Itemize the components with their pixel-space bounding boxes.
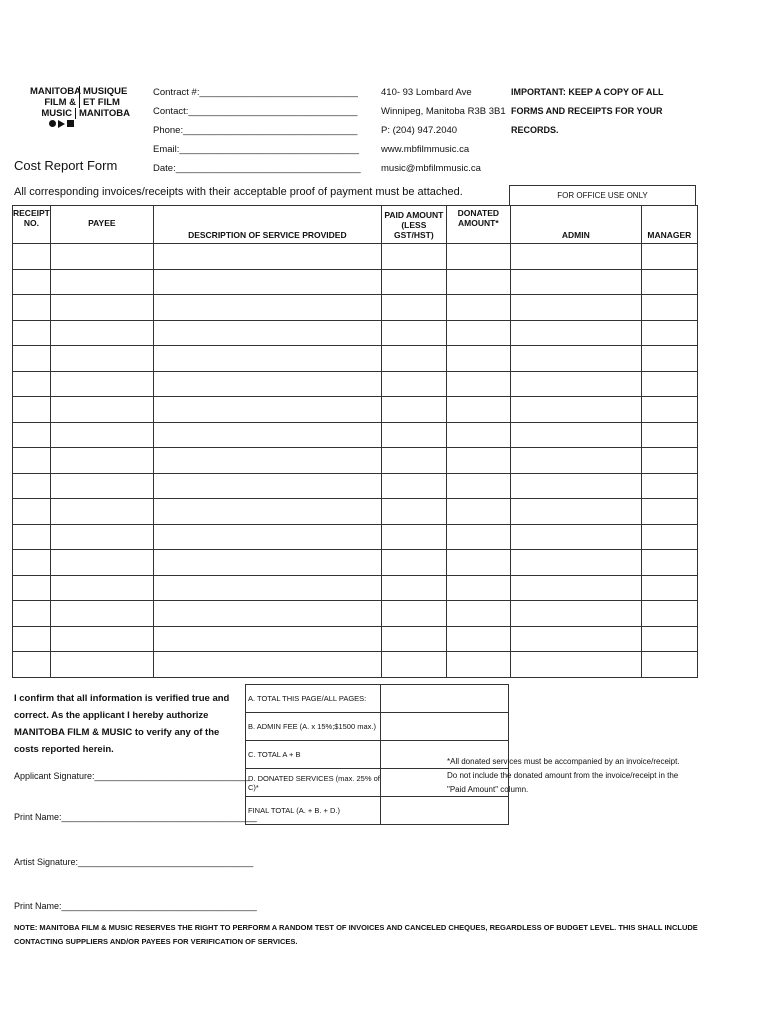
entry-cell[interactable] [641,269,697,295]
entry-cell[interactable] [13,422,51,448]
entry-cell[interactable] [381,626,446,652]
address-line: 410- 93 Lombard Ave [381,87,472,98]
payee-header: PAYEE [50,206,153,244]
entry-cell[interactable] [641,473,697,499]
entry-cell[interactable] [381,448,446,474]
logo-row [30,86,130,97]
circle-icon [49,120,56,127]
entry-cell[interactable] [446,346,510,372]
office-use-header: FOR OFFICE USE ONLY [509,185,696,206]
entry-cell[interactable] [50,371,153,397]
important-note: IMPORTANT: KEEP A COPY OF ALL FORMS AND RECEIPTS FOR YOUR RECORDS. [511,87,664,135]
entry-cell[interactable] [153,346,381,372]
table-row [13,320,698,346]
website-link[interactable]: www.mbfilmmusic.ca [381,144,470,155]
entry-cell[interactable] [13,626,51,652]
entry-cell[interactable] [153,626,381,652]
phone-number: P: (204) 947.2040 [381,125,458,136]
entry-cell[interactable] [381,601,446,627]
entry-cell[interactable] [641,652,697,678]
date-field[interactable]: Date:___________________________________ [153,163,361,174]
entry-cell[interactable] [510,575,641,601]
entry-cell[interactable] [153,499,381,525]
logo-row [30,108,130,119]
entry-cell[interactable] [50,601,153,627]
entry-cell[interactable] [153,575,381,601]
entry-cell[interactable] [641,320,697,346]
attach-notice: All corresponding invoices/receipts with their acceptable proof of payment must be attached. [14,186,463,198]
entry-cell[interactable] [446,269,510,295]
mfm-logo [30,86,130,128]
logo-text: MANITOBA [30,86,82,97]
entry-cell[interactable] [381,473,446,499]
entry-cell[interactable] [641,397,697,423]
table-row [13,448,698,474]
entry-cell[interactable] [446,448,510,474]
entry-cell[interactable] [381,499,446,525]
table-row [13,346,698,372]
entry-cell[interactable] [153,601,381,627]
entry-cell[interactable] [510,601,641,627]
logo-row [30,97,130,108]
entry-cell[interactable] [510,269,641,295]
entry-cell[interactable] [510,320,641,346]
total-value-cell[interactable] [381,797,509,825]
table-row [246,685,509,713]
entry-cell[interactable] [446,244,510,270]
entry-cell[interactable] [381,320,446,346]
entry-cell[interactable] [50,422,153,448]
entry-cell[interactable] [13,524,51,550]
entry-cell[interactable] [153,244,381,270]
entry-cell[interactable] [510,371,641,397]
entry-cell[interactable] [510,422,641,448]
entry-cell[interactable] [13,320,51,346]
entry-cell[interactable] [510,448,641,474]
entry-cell[interactable] [50,269,153,295]
confirm-text: I confirm that all information is verified true and correct. As the applicant I hereby authorize MANITOBA FILM & MUSIC to verify any of the costs reported herein. [14,693,230,755]
entry-cell[interactable] [153,473,381,499]
entry-cell[interactable] [13,269,51,295]
total-label: FINAL TOTAL (A. + B. + D.) [246,797,381,825]
entry-cell[interactable] [641,601,697,627]
phone-field[interactable]: Phone:_________________________________ [153,125,358,136]
entry-cell[interactable] [381,550,446,576]
logo-text: MANITOBA [78,108,130,119]
entry-cell[interactable] [153,295,381,321]
print-name-field[interactable]: Print Name:_______________________________________ [14,901,257,911]
entry-cell[interactable] [153,550,381,576]
entry-cell[interactable] [446,652,510,678]
entry-cell[interactable] [381,244,446,270]
entry-cell[interactable] [446,550,510,576]
donated-amount-header: DONATED AMOUNT* [446,206,510,244]
entry-cell[interactable] [13,601,51,627]
table-row [246,797,509,825]
total-value-cell[interactable] [381,685,509,713]
entry-cell[interactable] [641,244,697,270]
logo-symbols [30,120,80,128]
play-icon [58,120,65,128]
table-row [246,713,509,741]
entry-cell[interactable] [446,422,510,448]
entry-cell[interactable] [153,652,381,678]
entry-cell[interactable] [153,524,381,550]
table-row [13,626,698,652]
admin-header: ADMIN [510,206,641,244]
entry-cell[interactable] [446,371,510,397]
table-row [13,575,698,601]
paid-amount-header: PAID AMOUNT (LESS GST/HST) [381,206,446,244]
entry-cell[interactable] [13,346,51,372]
entry-cell[interactable] [446,320,510,346]
table-row [13,473,698,499]
entry-cell[interactable] [153,269,381,295]
entry-cell[interactable] [50,473,153,499]
entry-cell[interactable] [153,448,381,474]
entry-cell[interactable] [510,346,641,372]
entry-cell[interactable] [153,422,381,448]
description-header: DESCRIPTION OF SERVICE PROVIDED [153,206,381,244]
entry-cell[interactable] [641,524,697,550]
entry-cell[interactable] [50,346,153,372]
logo-text: MUSIC [30,108,76,119]
table-row [13,422,698,448]
table-header-row [13,206,698,244]
manager-header: MANAGER [641,206,697,244]
entry-cell[interactable] [381,269,446,295]
logo-text: ET FILM [83,97,120,108]
entry-cell[interactable] [381,346,446,372]
entry-cell[interactable] [641,626,697,652]
table-row [13,601,698,627]
entry-cell[interactable] [13,371,51,397]
entry-cell[interactable] [381,524,446,550]
entry-cell[interactable] [153,371,381,397]
entry-cell[interactable] [641,371,697,397]
entry-cell[interactable] [510,550,641,576]
total-label: C. TOTAL A + B [246,741,381,769]
entry-cell[interactable] [641,346,697,372]
artist-signature-field[interactable]: Artist Signature:___________________________________ [14,857,254,867]
contract-field[interactable]: Contract #:______________________________ [153,87,358,98]
entry-cell[interactable] [446,473,510,499]
address-block [381,83,506,178]
donated-note: *All donated services must be accompanied by an invoice/receipt. Do not include the donated amount from the invoice/receipt in the "Paid Amount" column. [447,757,680,794]
entry-cell[interactable] [13,499,51,525]
entry-cell[interactable] [13,473,51,499]
entry-cell[interactable] [446,524,510,550]
entry-cell[interactable] [510,397,641,423]
entry-cell[interactable] [13,244,51,270]
entry-cell[interactable] [50,524,153,550]
entry-cell[interactable] [13,652,51,678]
table-row [13,524,698,550]
entry-cell[interactable] [641,295,697,321]
entry-cell[interactable] [446,626,510,652]
total-label: D. DONATED SERVICES (max. 25% of C)* [246,769,381,797]
entry-cell[interactable] [153,397,381,423]
entry-cell[interactable] [510,499,641,525]
entry-cell[interactable] [50,499,153,525]
entry-cell[interactable] [50,295,153,321]
entry-cell[interactable] [50,575,153,601]
stop-icon [67,120,74,127]
email-field[interactable]: Email:__________________________________ [153,144,360,155]
table-row [13,550,698,576]
entry-cell[interactable] [446,601,510,627]
contact-fields [153,83,361,178]
footer-note: NOTE: MANITOBA FILM & MUSIC RESERVES THE RIGHT TO PERFORM A RANDOM TEST OF INVOICES AND CANCELED CHEQUES, REGARDLESS OF BUDGET LEVEL. THIS SHALL INCLUDE CONTACTING SUPPLIERS AND/OR PAYEES FOR VERIFICATION OF SERVICES. [14,923,698,946]
entry-cell[interactable] [641,550,697,576]
contact-field[interactable]: Contact:________________________________ [153,106,358,117]
entry-cell[interactable] [510,626,641,652]
entry-cell[interactable] [510,295,641,321]
entry-cell[interactable] [50,448,153,474]
address-line: Winnipeg, Manitoba R3B 3B1 [381,106,506,117]
entry-cell[interactable] [13,397,51,423]
applicant-signature-field[interactable]: Applicant Signature:_______________________________ [14,771,250,781]
receipt-header: RECEIPT NO. [13,206,51,244]
entry-cell[interactable] [510,524,641,550]
entry-cell[interactable] [381,575,446,601]
entry-cell[interactable] [50,652,153,678]
entry-cell[interactable] [641,499,697,525]
table-row [13,397,698,423]
print-name-field[interactable]: Print Name:_______________________________________ [14,812,257,822]
entry-cell[interactable] [381,652,446,678]
entry-cell[interactable] [13,448,51,474]
entry-cell[interactable] [510,652,641,678]
entry-cell[interactable] [381,295,446,321]
entry-cell[interactable] [446,295,510,321]
total-value-cell[interactable] [381,713,509,741]
entry-cell[interactable] [641,422,697,448]
logo-text: MUSIQUE [83,86,128,97]
entry-cell[interactable] [381,397,446,423]
entry-cell[interactable] [13,295,51,321]
entry-cell[interactable] [50,244,153,270]
entry-cell[interactable] [381,371,446,397]
table-row [13,652,698,678]
entry-cell[interactable] [641,448,697,474]
entry-cell[interactable] [446,397,510,423]
table-row [13,371,698,397]
logo-text: FILM & [30,97,80,108]
entry-cell[interactable] [381,422,446,448]
total-label: A. TOTAL THIS PAGE/ALL PAGES: [246,685,381,713]
entry-cell[interactable] [50,397,153,423]
entry-cell[interactable] [50,550,153,576]
cost-table [12,205,698,678]
entry-cell[interactable] [446,499,510,525]
entry-cell[interactable] [510,473,641,499]
entry-cell[interactable] [446,575,510,601]
table-row [13,499,698,525]
entry-cell[interactable] [153,320,381,346]
entry-cell[interactable] [50,626,153,652]
email-link[interactable]: music@mbfilmmusic.ca [381,163,481,174]
table-row [13,269,698,295]
entry-cell[interactable] [13,575,51,601]
total-label: B. ADMIN FEE (A. x 15%;$1500 max.) [246,713,381,741]
form-title: Cost Report Form [14,158,118,173]
entry-cell[interactable] [13,550,51,576]
entry-cell[interactable] [510,244,641,270]
table-row [13,244,698,270]
table-row [13,295,698,321]
entry-cell[interactable] [50,320,153,346]
entry-cell[interactable] [641,575,697,601]
